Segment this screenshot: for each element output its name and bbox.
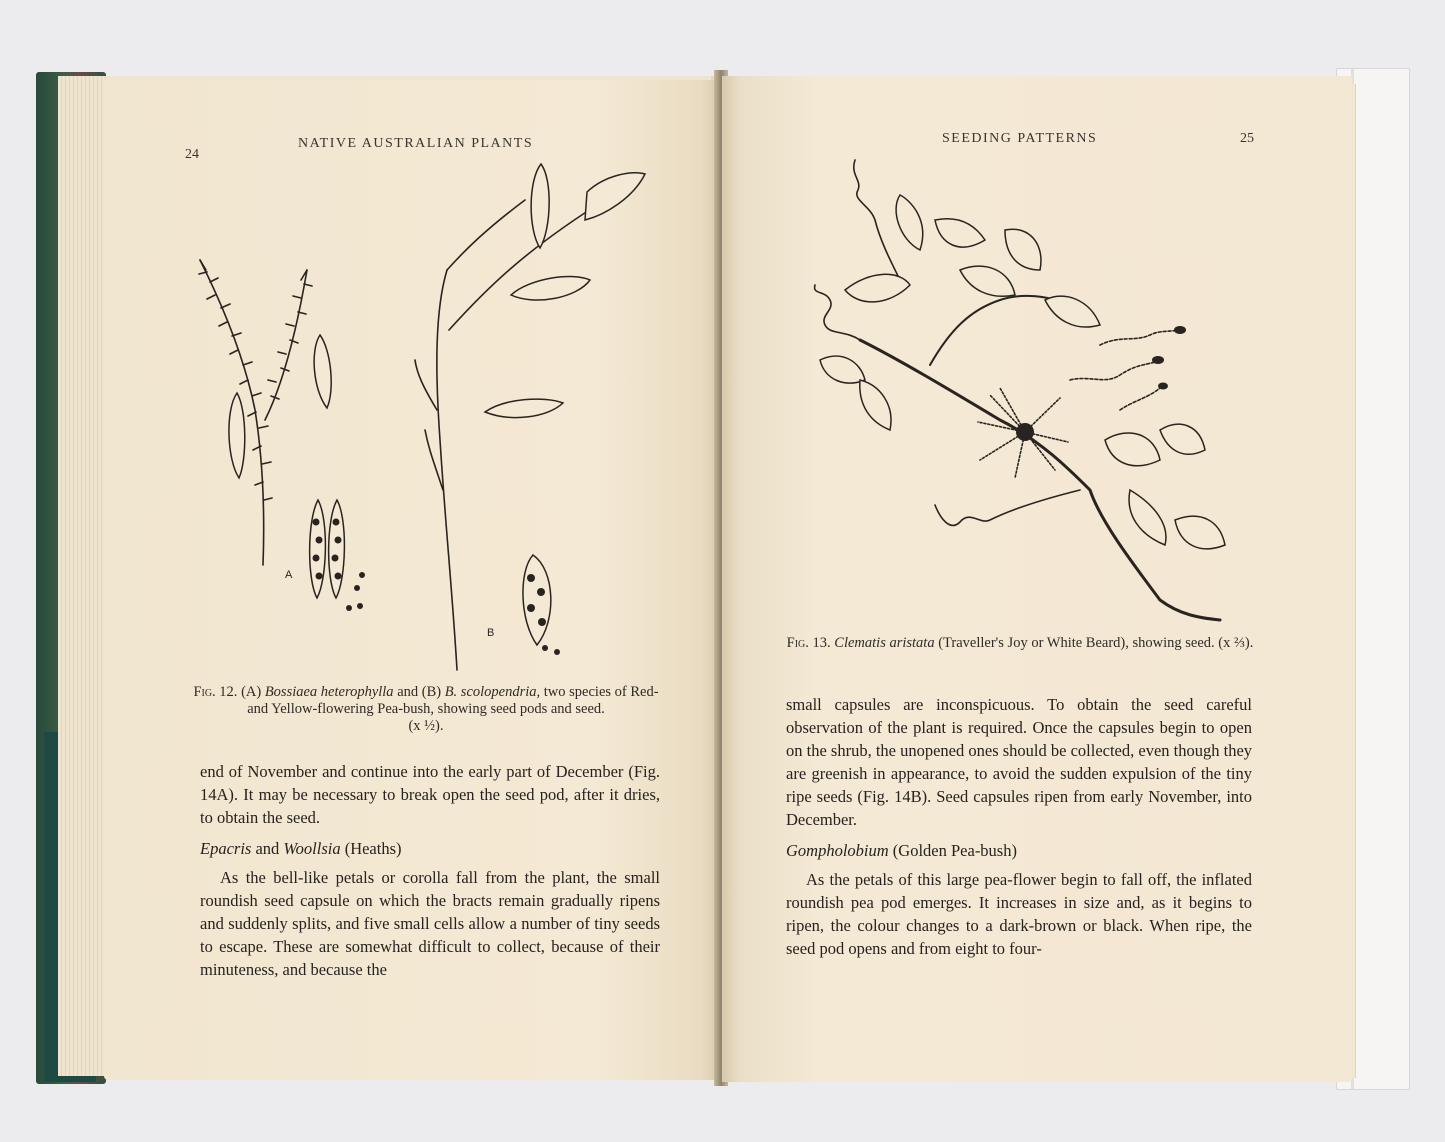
left-paragraph-2: As the bell-like petals or corolla fall from the plant, the small roundish seed capsule on which the bracts remain gradually ripens and suddenly splits, and five small cells allow a number of tiny seeds to escape. These are somewhat difficult to collect, because of their minuteness, and because the xyxy=(200,868,660,979)
plant-b-leaf-long xyxy=(415,200,525,490)
right-paragraph-2: As the petals of this large pea-flower begin to fall off, the inflated roundish pea pod emerges. It increases in size and, as it begins to ripen, the colour changes to a dark-brown or black. When ripe, the seed pod opens and from eight to four- xyxy=(786,870,1252,958)
figure-13-caption xyxy=(786,635,1254,652)
caption-mid: and (B) xyxy=(393,684,445,700)
caption-species-clematis: Clematis aristata xyxy=(834,635,935,651)
right-subhead: Gompholobium (Golden Pea-bush) xyxy=(786,841,1017,860)
caption-species-a: Bossiaea heterophylla xyxy=(264,684,394,700)
caption-scale: (x ½). xyxy=(408,718,444,734)
caption-pre-a: (A) xyxy=(237,684,265,700)
figure-13-illustration xyxy=(800,160,1240,630)
plant-b-stem xyxy=(437,270,457,670)
plant-a-branch xyxy=(265,270,307,420)
left-page-number: 24 xyxy=(185,147,199,162)
caption-species-b: B. scolopendria, xyxy=(444,684,541,700)
left-paragraph-1: end of November and continue into the early part of December (Fig. 14A). It may be necessary to break open the seed pod, after it dries, to obtain the seed. xyxy=(200,762,660,827)
plant-b-pod-open xyxy=(523,555,551,645)
left-body-text xyxy=(200,760,660,981)
clematis-plume-seeds xyxy=(1070,326,1186,410)
plant-b-branch xyxy=(449,200,605,330)
clematis-leaves xyxy=(820,195,1225,549)
plant-b-pod-open-top xyxy=(585,173,645,220)
clematis-tendril-bottom xyxy=(935,490,1080,525)
figure-label-a: A xyxy=(285,569,293,581)
figure-12-number: Fig. 12. xyxy=(193,684,238,700)
plant-b-pod-top xyxy=(531,164,549,248)
right-paragraph-1: small capsules are inconspicuous. To obtain the seed careful observation of the plant is required. Once the capsules begin to open on the shrub, the unopened ones should be collected, even though they are greenish in appearance, to avoid the sudden expulsion of the tiny ripe seeds (Fig. 14B). Seed capsules ripen from early November, into December. xyxy=(786,695,1253,829)
right-body-text xyxy=(786,693,1252,960)
right-page-number: 25 xyxy=(1240,131,1254,146)
figure-13-number: Fig. 13. xyxy=(786,635,831,651)
left-subhead: Epacris and Woollsia (Heaths) xyxy=(200,839,402,858)
caption-13-rest: (Traveller's Joy or White Beard), showing seed. (x ⅔). xyxy=(934,635,1254,651)
figure-12-illustration xyxy=(185,160,685,680)
plant-a-open-pod-1 xyxy=(310,500,326,598)
figure-12-caption xyxy=(192,684,660,735)
clematis-tendril-top xyxy=(854,160,900,280)
clematis-main-stem xyxy=(860,340,1220,620)
caption-rest: two species of Red- and Yellow-flowering Pea-bush, showing seed pods and seed. xyxy=(247,684,659,717)
right-running-head: SEEDING PATTERNS xyxy=(942,131,1098,146)
plant-a-pod-right xyxy=(314,335,331,408)
plant-a-pod-left xyxy=(229,393,245,478)
clematis-seed-head xyxy=(978,388,1068,478)
plant-a-open-pod-2 xyxy=(329,500,345,598)
plant-b-pod-low xyxy=(485,399,563,417)
plant-a-leaves xyxy=(199,260,312,500)
figure-label-b: B xyxy=(487,627,495,639)
plant-b-pod-mid xyxy=(511,276,590,300)
left-running-head: NATIVE AUSTRALIAN PLANTS xyxy=(298,136,534,151)
